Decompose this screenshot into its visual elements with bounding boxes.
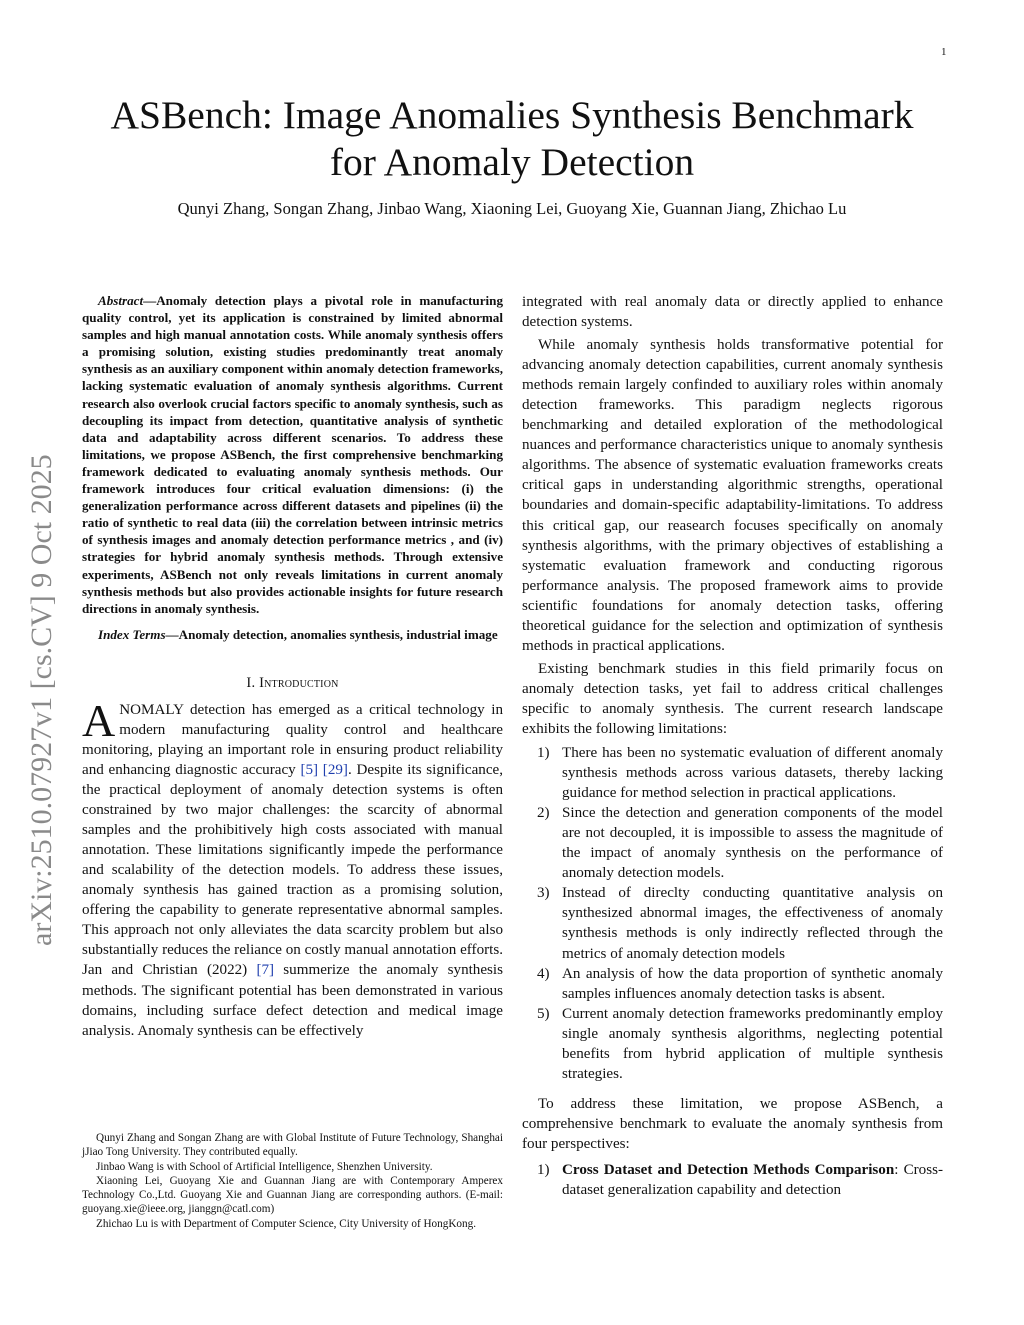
footnote-4: Zhichao Lu is with Department of Computer Science, City University of HongKong. <box>96 1217 476 1230</box>
right-paragraph-1: integrated with real anomaly data or directly applied to enhance detection systems. <box>522 294 943 331</box>
index-terms <box>82 626 503 643</box>
author-list: Qunyi Zhang, Songan Zhang, Jinbao Wang, Xiaoning Lei, Guoyang Xie, Guannan Jiang, Zhichao Lu <box>177 199 847 218</box>
intro-paragraph <box>82 694 504 1041</box>
list-item-number: 4) <box>537 965 550 982</box>
intro-text-b: . Despite its significance, the practical deployment of anomaly detection systems is often constrained by two major challenges: the scarcity of abnormal samples and the prohibitively high costs associated with manual annotation. These limitations significantly impede the performance and scalability of the detection models. To address these issues, anomaly synthesis has gained traction as a promising solution, offering the capability to generate representative abnormal samples. This approach not only alleviates the data scarcity problem but also substantially reduces the reliance on costly manual annotation efforts. Jan and Christian (2022) <box>82 762 504 979</box>
list-item <box>522 964 943 1004</box>
list-item-text: Current anomaly detection frameworks predominantly employ single anomaly synthesis algorithms, neglecting potential benefits from hybrid application of multiple synthesis strategies. <box>562 1005 943 1082</box>
index-terms-text: —Anomaly detection, anomalies synthesis, industrial image <box>165 626 498 642</box>
list-item-text: An analysis of how the data proportion of synthetic anomaly samples influences anomaly detection tasks is absent. <box>562 965 943 1002</box>
footnote-2: Jinbao Wang is with School of Artificial Intelligence, Shenzhen University. <box>96 1160 433 1173</box>
list-item-number: 3) <box>537 885 550 902</box>
list-item-text: Instead of direclty conducting quantitative analysis on synthesized abnormal images, the effectiveness of anomaly synthesis methods is only indirectly reflected through the metrics of anomaly detection models <box>562 885 943 962</box>
section-heading-introduction <box>82 675 503 692</box>
intro-text-c: summerize the anomaly synthesis methods. The significant potential has been demonstrated in various domains, including surface defect detection and medical image analysis. Anomaly synthesis can be effectively <box>82 962 503 1039</box>
abstract-label: Abstract <box>98 293 144 308</box>
right-column <box>522 292 943 1204</box>
section-title: Introduction <box>259 674 339 691</box>
left-column <box>82 292 503 1041</box>
citation-link-5[interactable]: [5] <box>300 762 319 779</box>
abstract <box>82 292 503 617</box>
list-item-text: Since the detection and generation components of the model are not decoupled, it is impossible to assess the magnitude of the impact of anomaly synthesis on the performance of anomaly detection models. <box>562 805 943 882</box>
perspective-text: : Cross-dataset generalization capability and detection <box>562 1161 944 1199</box>
list-item <box>522 1160 943 1200</box>
drop-cap: A <box>82 694 116 746</box>
list-item <box>522 1004 943 1084</box>
list-item-number: 1) <box>537 1161 550 1178</box>
right-paragraph-2: While anomaly synthesis holds transformative potential for advancing anomaly detection capabilities, current anomaly synthesis methods remain largely confinded to auxiliary roles within anomaly detection frameworks. This paradigm neglects rigorous benchmarking and detailed exploration of the methodological nuances and performance characteristics unique to anomaly synthesis algorithms. The absence of systematic evaluation frameworks creats critical gaps in understanding algorithmic strengths, operational boundaries and domain-specific adaptability-limitations. To address this critical gap, our reasearch focuses specifically on anomaly synthesis algorithms, with the primary objectives of establishing a systematic evaluation framework and conducting rigorous performance analysis. The proposed framework aims to provide scientific foundations for anomaly detection tasks, offering theoretical guidance for the selection and optimization of synthesis methods in practical applications. <box>522 337 943 654</box>
list-item-text: There has been no systematic evaluation of different anomaly synthesis methods across various datasets, thereby lacking guidance for method selection in practical applications. <box>562 745 943 802</box>
list-item-number: 5) <box>537 1005 550 1022</box>
title-line-2: for Anomaly Detection <box>329 140 695 184</box>
footnote-3: Xiaoning Lei, Guoyang Xie and Guannan Jiang are with Contemporary Amperex Technology Co.,Ltd. Guoyang Xie and Guannan Jiang are corresponding authors. (E-mail: guoyang.xie@ieee.org, jianggn@catl.com) <box>82 1174 503 1216</box>
paper-title <box>60 92 964 186</box>
page-number: 1 <box>941 46 947 58</box>
perspective-title: Cross Dataset and Detection Methods Comparison <box>562 1161 895 1178</box>
index-terms-label: Index Terms <box>98 626 166 642</box>
abstract-text: —Anomaly detection plays a pivotal role in manufacturing quality control, yet its application is constrained by limited abnormal samples and high manual annotation costs. While anomaly synthesis offers a promising solution, existing studies predominantly treat anomaly synthesis as an auxiliary component within anomaly detection frameworks, lacking systematic evaluation of anomaly synthesis algorithms. Current research also overlook crucial factors specific to anomaly synthesis, such as decoupling its impact from detection, quantitative analysis of synthetic data and adaptability across different scenarios. To address these limitations, we propose ASBench, the first comprehensive benchmarking framework dedicated to evaluating anomaly synthesis methods. Our framework introduces four critical evaluation dimensions: (i) the generalization performance across different datasets and pipelines (ii) the ratio of synthetic to real data (iii) the correlation between intrinsic metrics of synthesis images and anomaly detection performance metrics , and (iv) strategies for hybrid anomaly synthesis methods. Through extensive experiments, ASBench not only reveals limitations in current anomaly synthesis methods but also provides actionable insights for future research directions in anomaly synthesis. <box>82 293 503 616</box>
arxiv-identifier: arXiv:2510.07927v1 [cs.CV] 9 Oct 2025 <box>25 454 58 946</box>
intro-text-a: NOMALY detection has emerged as a critical technology in modern manufacturing quality control and healthcare monitoring, playing an important role in ensuring product reliability and enhancing diagnostic accuracy <box>82 701 503 779</box>
list-item <box>522 803 943 883</box>
list-item-number: 1) <box>537 745 550 762</box>
list-item-number: 2) <box>537 805 550 822</box>
section-number: I. <box>246 674 256 691</box>
title-line-1: ASBench: Image Anomalies Synthesis Benchmark <box>110 93 914 137</box>
right-paragraph-4: To address these limitation, we propose ASBench, a comprehensive benchmark to evaluate the anomaly synthesis from four perspectives: <box>522 1095 943 1152</box>
footnotes <box>82 1131 503 1231</box>
limitations-list <box>522 743 943 1084</box>
perspectives-list <box>522 1160 943 1200</box>
right-paragraph-3: Existing benchmark studies in this field primarily focus on anomaly detection tasks, yet fail to address critical challenges specific to anomaly synthesis. The current research landscape exhibits the following limitations: <box>522 660 943 737</box>
footnote-1: Qunyi Zhang and Songan Zhang are with Global Institute of Future Technology, Shanghai jJiao Tong University. They contributed equally. <box>82 1132 503 1159</box>
list-item <box>522 743 943 803</box>
citation-link-7[interactable]: [7] <box>256 962 275 979</box>
list-item <box>522 883 943 963</box>
citation-link-29[interactable]: [29] <box>322 762 348 779</box>
